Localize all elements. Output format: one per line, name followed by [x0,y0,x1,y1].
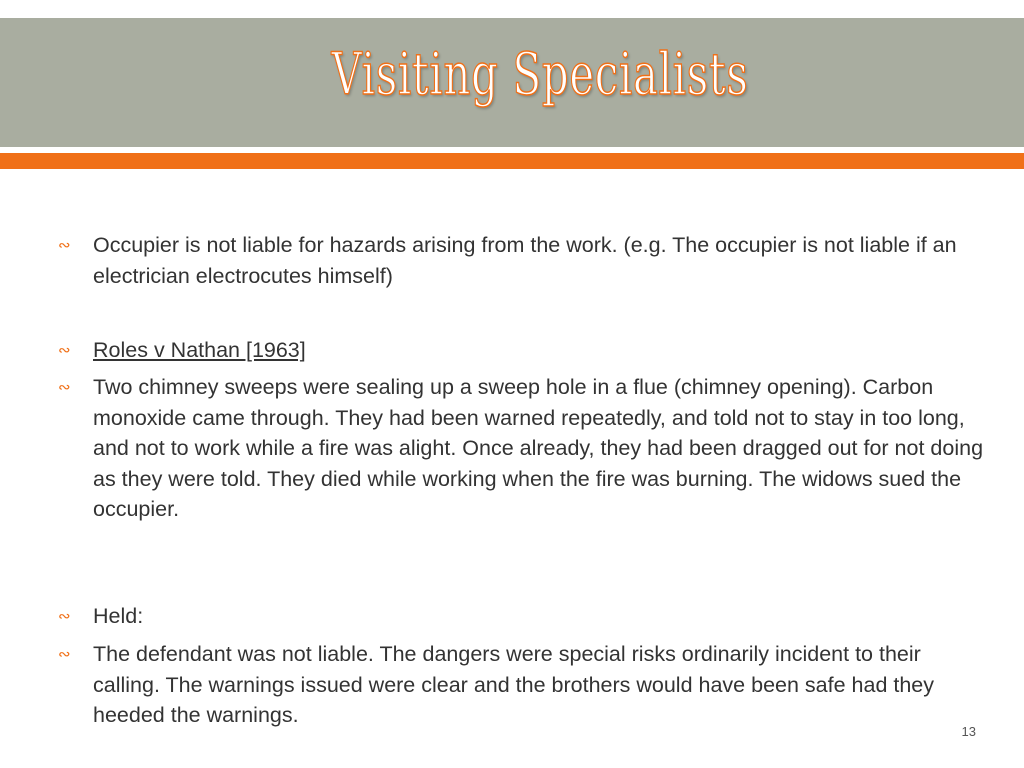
bullet-icon: ∾ [58,645,71,663]
bullet-held-ruling [58,639,988,731]
case-link-roles-v-nathan[interactable]: Roles v Nathan [1963] [93,338,306,362]
bullet-icon: ∾ [58,378,71,396]
bullet-held-heading [58,601,988,632]
bullet-occupier-not-liable [58,230,988,291]
bullet-icon: ∾ [58,236,71,254]
title-divider-line [0,147,1024,152]
bullet-case-citation[interactable] [58,335,988,366]
page-number: 13 [961,724,976,739]
bullet-text: Occupier is not liable for hazards arising from the work. (e.g. The occupier is not liable if an electrician electrocutes himself) [93,233,957,288]
bullet-text: Two chimney sweeps were sealing up a sweep hole in a flue (chimney opening). Carbon monoxide came through. They had been warned repeatedly, and told not to stay in too long, and not to work while a fire was alight. Once already, they had been dragged out for not doing as they were told. They died while working when the fire was burning. The widows sued the occupier. [93,375,984,521]
title-accent-bar [0,153,1024,169]
bullet-icon: ∾ [58,341,71,359]
bullet-text: The defendant was not liable. The dangers were special risks ordinarily incident to their calling. The warnings issued were clear and the brothers would have been safe had they heeded the warnings. [93,642,935,727]
bullet-icon: ∾ [58,607,71,625]
slide-title: Visiting Specialists [331,40,749,108]
bullet-text: Held: [93,604,144,628]
bullet-case-facts [58,372,988,525]
